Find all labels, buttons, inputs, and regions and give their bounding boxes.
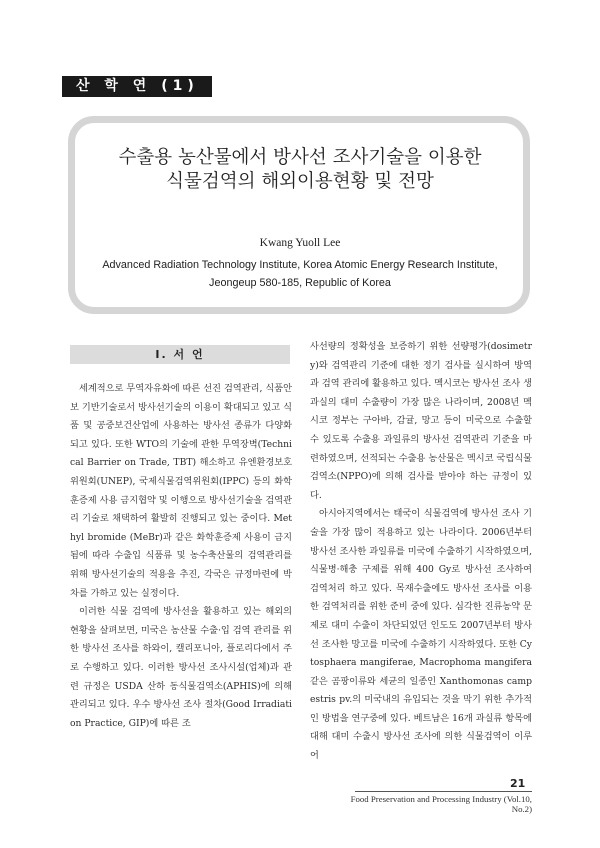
page-number: 21 xyxy=(510,777,526,790)
affiliation-line-2: Jeongeup 580-185, Republic of Korea xyxy=(209,277,391,289)
paragraph: 이러한 식물 검역에 방사선을 활용하고 있는 해외의 현황을 살펴보면, 미국은 농산물 수출·입 검역 관리를 위한 방사선 조사를 하와이, 캘리포니아, 플로리다에서 주로 수행하고 있다. 이러한 방사선 조사시설(업체)과 관련 규정은 USDA 산하 동식물검역소(APHIS)에 의해 관리되고 있다. 우수 방사선 조사 절차(Good Irradiation Practice, GIP)에 따른 조 xyxy=(70,606,292,729)
left-column xyxy=(70,380,292,733)
author-name: Kwang Yuoll Lee xyxy=(259,237,341,249)
right-column xyxy=(310,338,532,766)
paragraph: 사선량의 정확성을 보증하기 위한 선량평가(dosimetry)와 검역관리 기준에 대한 정기 검사를 실시하여 방역과 검역 관리에 활용하고 있다. 멕시코는 방사선 조사 생과실의 대미 수출량이 가장 많은 나라이며, 2008년 멕시코 정부는 구아바, 감귤, 망고 등이 미국으로 수출할 수 있도록 수출용 과일류의 방사선 검역관리 기준을 마련하였으며, 선적되는 수출용 농산물은 멕시코 국립식물검역소(NPPO)에 의해 검사를 받아야 하는 규정이 있다. xyxy=(310,341,532,501)
footer-divider xyxy=(355,791,532,792)
paragraph: 세계적으로 무역자유화에 따른 선진 검역관리, 식품안보 기반기술로서 방사선기술의 이용이 확대되고 있고 식품 및 공중보건산업에 사용하는 방사선 종류가 다양화 되고 있다. 또한 WTO의 기술에 관한 무역장벽(Technical Barrier on Trade, TBT) 해소하고 유엔환경보호위원회(UNEP), 국제식물검역위원회(IPPC) 등의 화학 훈증제 사용 금지협약 및 이행으로 방사선기술을 검역관리 기술로 채택하여 활발히 진행되고 있는 중이다. Methyl bromide (MeBr)과 같은 화학훈증제 사용이 금지됨에 따라 수출입 식품류 및 농수축산물의 검역관리를 위해 방사선기술의 적용을 추진, 각국은 규정마련에 박차를 가하고 있는 실정이다. xyxy=(70,383,292,599)
affiliation-line-1: Advanced Radiation Technology Institute, Korea Atomic Energy Research Institute, xyxy=(102,259,498,271)
author-affiliation xyxy=(60,256,540,292)
title-line-1: 수출용 농산물에서 방사선 조사기술을 이용한 xyxy=(118,147,482,168)
journal-footer: Food Preservation and Processing Industry (Vol.10, No.2) xyxy=(350,794,532,814)
section-tag: 산 학 연 (1) xyxy=(62,76,212,97)
section-heading-introduction: Ⅰ. 서 언 xyxy=(70,345,290,364)
article-title xyxy=(60,146,540,194)
paragraph: 아시아지역에서는 태국이 식물검역에 방사선 조사 기술을 가장 많이 적용하고 있는 나라이다. 2006년부터 방사선 조사한 과일류를 미국에 수출하기 시작하였으며, 식물병·해충 구제를 위해 400 Gy로 방사선 조사하여 검역처리 하고 있다. 목재수출에도 방사선 조사를 이용한 검역처리를 위한 준비 중에 있다. 심각한 진류농약 문제로 대미 수출이 차단되었던 인도도 2007년부터 방사선 조사한 망고를 미국에 수출하기 시작하였다. 또한 Cytosphaera mangiferae, Macrophoma mangifera 같은 곰팡이류와 세균의 일종인 Xanthomonas campestris pv.의 미국내의 유입되는 것을 막기 위한 추가적인 방법을 연구중에 있다. 베트남은 16개 과실류 항목에 대해 대미 수출시 방사선 조사에 의한 식물검역이 이루어 xyxy=(310,508,532,762)
title-line-2: 식물검역의 해외이용현황 및 전망 xyxy=(166,171,434,192)
